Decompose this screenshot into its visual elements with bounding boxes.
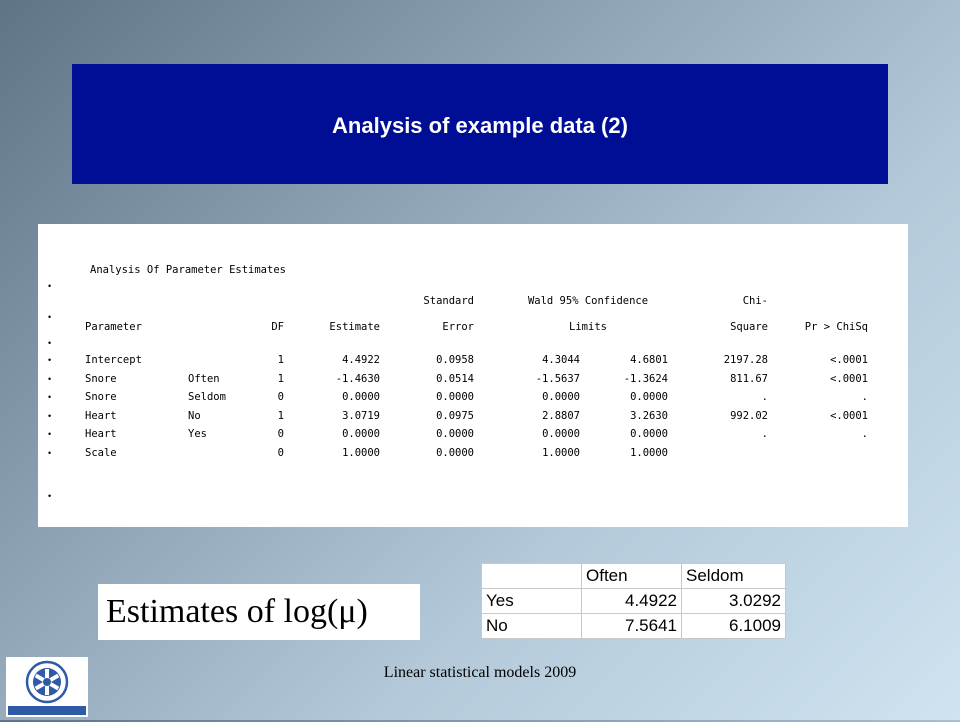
col-header-estimate: Estimate [329,321,380,333]
col-header-parameter: Parameter [85,321,142,333]
table-cell: 1.0000 [542,446,580,459]
table-cell: 0.0958 [436,354,474,366]
table-cell: 7.5641 [582,614,682,639]
table-cell: 2197.28 [723,354,768,366]
table-cell: . [861,428,868,440]
table-cell: 992.02 [730,409,768,422]
table-cell: 0.0000 [342,428,380,440]
output-heading-line: • Analysis Of Parameter Estimates [48,264,286,291]
table-cell: 0.0975 [436,409,474,422]
table-cell: 1 [277,354,284,366]
table-cell: 1.0000 [630,446,668,459]
col-header-df: DF [271,321,284,333]
table-cell: Often [188,372,220,385]
sas-output-panel [38,224,908,527]
col-header-chi: Chi- [742,295,768,307]
table-cell: 0 [277,428,284,440]
table-row: • Intercept 1 4.4922 0.0958 4.3044 4.6801 2197.28 <.0001 [48,354,868,366]
table-cell: 4.3044 [542,354,580,366]
table-row: • Scale 0 1.0000 0.0000 1.0000 1.0000 [48,446,668,459]
table-cell: Seldom [188,391,226,403]
table-row [482,589,786,614]
table-row: • Heart No 1 3.0719 0.0975 2.8807 3.2630 992.02 <.0001 [48,409,868,422]
table-corner-cell [482,564,582,589]
table-cell: 3.0719 [342,409,380,422]
table-cell: 0.0000 [436,446,474,459]
row-label: No [482,614,582,639]
table-cell: Scale [85,446,117,459]
output-header-line-2: • Parameter DF Estimate Error Limits Square Pr > ChiSq [48,321,868,348]
table-cell: No [188,409,201,422]
table-row: • Heart Yes 0 0.0000 0.0000 0.0000 0.0000 . . [48,428,868,440]
table-cell: Heart [85,409,117,422]
table-cell: Intercept [85,354,142,366]
output-header-line-1: • Standard Wald 95% Confidence Chi- [48,295,768,322]
output-heading: Analysis Of Parameter Estimates [90,264,286,276]
table-cell: Yes [188,428,207,440]
table-cell: <.0001 [830,409,868,422]
table-header-often: Often [582,564,682,589]
table-cell: 0.0514 [436,372,474,385]
table-cell: 1.0000 [342,446,380,459]
table-row [482,614,786,639]
table-cell: 0 [277,391,284,403]
table-cell: 3.0292 [682,589,786,614]
table-cell: 0.0000 [542,391,580,403]
table-cell: . [761,428,768,440]
table-cell: 0.0000 [630,391,668,403]
table-cell: 4.6801 [630,354,668,366]
table-cell: 811.67 [730,372,768,385]
table-header-row [482,564,786,589]
table-cell: 4.4922 [582,589,682,614]
table-cell: <.0001 [830,372,868,385]
table-header-seldom: Seldom [682,564,786,589]
title-banner [72,64,888,184]
table-cell: -1.4630 [335,372,380,385]
table-cell: 0.0000 [542,428,580,440]
col-header-square: Square [730,321,768,333]
table-cell: 0 [277,446,284,459]
table-cell: 3.2630 [630,409,668,422]
output-empty-line: • [48,491,52,501]
table-cell: Heart [85,428,117,440]
table-cell: -1.3624 [623,372,668,385]
slide-title: Analysis of example data (2) [332,113,628,138]
table-cell: <.0001 [830,354,868,366]
col-header-pvalue: Pr > ChiSq [804,321,868,333]
table-cell: 0.0000 [342,391,380,403]
row-label: Yes [482,589,582,614]
table-cell: Snore [85,391,117,403]
table-row: • Snore Seldom 0 0.0000 0.0000 0.0000 0.0000 . . [48,391,868,403]
col-header-standard: Standard [423,295,474,307]
table-cell: 2.8807 [542,409,580,422]
table-cell: Snore [85,372,117,385]
col-header-error: Error [442,321,474,333]
col-header-wald: Wald 95% Confidence [527,295,649,307]
col-header-limits: Limits [569,321,607,333]
table-cell: 0.0000 [436,428,474,440]
table-cell: 1 [277,409,284,422]
table-cell: -1.5637 [535,372,580,385]
estimates-label-box [98,584,420,640]
table-row: • Snore Often 1 -1.4630 0.0514 -1.5637 -1.3624 811.67 <.0001 [48,372,868,385]
table-cell: 0.0000 [436,391,474,403]
table-cell: 1 [277,372,284,385]
table-cell: . [861,391,868,403]
estimates-table [481,563,786,639]
table-cell: 0.0000 [630,428,668,440]
table-cell: 4.4922 [342,354,380,366]
slide-footer: Linear statistical models 2009 [383,664,577,681]
table-cell: . [761,391,768,403]
table-cell: 6.1009 [682,614,786,639]
estimates-label: Estimates of log(μ) [106,593,368,630]
